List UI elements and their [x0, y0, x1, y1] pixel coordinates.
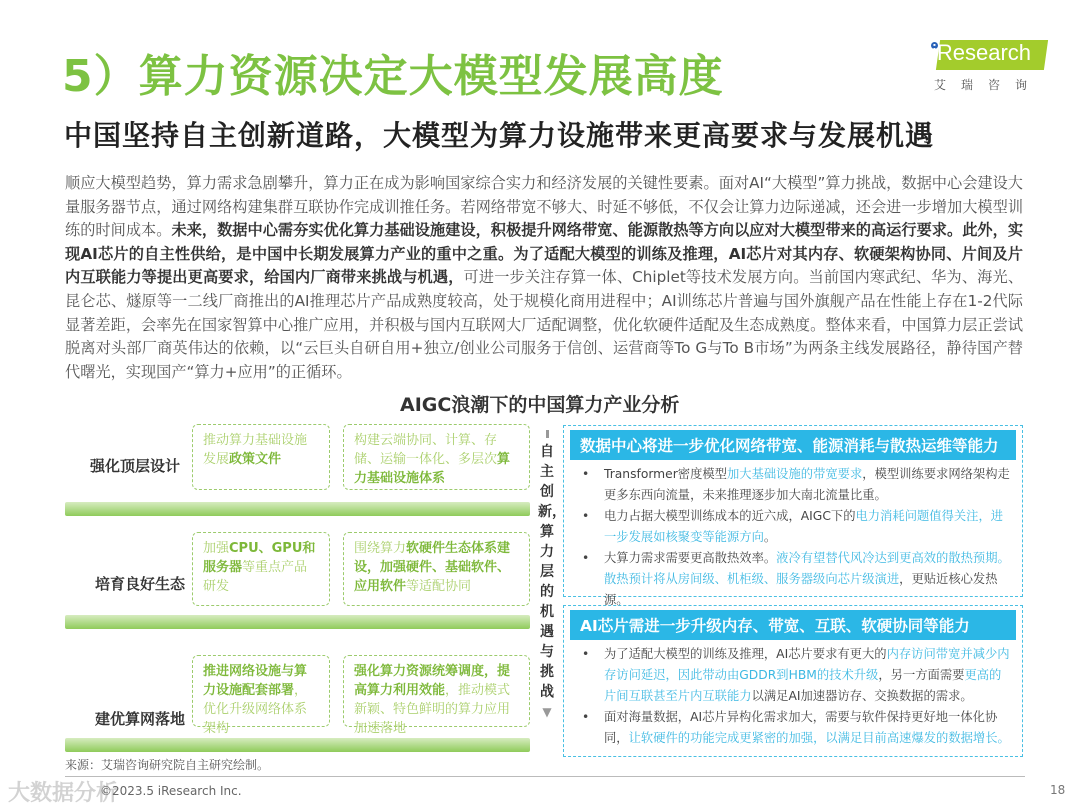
logo-word: iResearch [932, 40, 1032, 65]
highlight-text: 电力消耗问题值得关注，进一步发展如核聚变等能源方向 [604, 509, 1004, 544]
highlight-text: 软硬件生态体系建设，加强硬件、基础软件、应用软件 [354, 541, 511, 594]
text-run: 以满足AI加速器访存、交换数据的需求。 [751, 689, 973, 703]
arrow-down-icon: ▼ [542, 705, 552, 719]
highlight-text: 内存访问带宽并减少内存访问延迟，因此带动由GDDR到HBM的技术升级 [604, 647, 1010, 682]
text-run: 等重点产品研发 [203, 560, 308, 594]
vertical-label-text: 自主创新，算力层的机遇与挑战 [538, 444, 566, 700]
footer-divider [65, 776, 1025, 777]
layer-bar [65, 502, 530, 516]
row-box [192, 424, 330, 490]
bullet-item [578, 644, 1012, 707]
row-label: 建优算网落地 [95, 710, 186, 728]
panel-header: 数据中心将进一步优化网络带宽、能源消耗与散热运维等能力 [570, 430, 1016, 460]
text-run: ，模型训练要求网络架构走更多东西向流量，未来推理逐步加大南北流量比重。 [604, 467, 1010, 502]
page-number: 18 [1050, 783, 1066, 797]
highlight-text: 推进网络设施与算力设施配套部署 [203, 664, 308, 698]
highlight-text: 算力基础设施体系 [354, 452, 511, 486]
text-run: ，优化升级网络体系架构 [203, 683, 308, 736]
page-title: 5）算力资源决定大模型发展高度 [62, 51, 724, 102]
text-run: 推动算力基础设施发展 [203, 433, 308, 467]
text-run: ，更贴近核心发热源。 [604, 572, 998, 607]
layer-bar [65, 615, 530, 629]
text-run: 加强 [203, 541, 230, 556]
bullet-item [578, 548, 1012, 611]
bold-text-run: 未来，数据中心需夯实优化算力基础设施建设，积极提升网络带宽、能源散热等方向以应对大模型带来的高运行要求。此外，实现AI芯片的自主性供给，是中国中长期发展算力产业的重中之重。为了适配大模型的训练及推理，AI芯片对其内存、软硬架构协同、片间及片内互联能力等提出更高要求，给国内厂商带来挑战与机遇， [65, 221, 1024, 287]
vertical-label [538, 430, 566, 722]
text-run: Transformer密度模型 [604, 467, 727, 481]
row-box [192, 532, 330, 606]
highlight-text: 强化算力资源统筹调度，提高算力利用效能 [354, 664, 511, 698]
diagram-title: AIGC浪潮下的中国算力产业分析 [400, 394, 680, 416]
text-run: 构建云端协同、计算、存储、运输一体化、多层次 [354, 433, 498, 467]
highlight-text: 更高的片间互联甚至片内互联能力 [604, 668, 1002, 703]
text-run: 可进一步关注存算一体、Chiplet等技术发展方向。当前国内寒武纪、华为、海光、昆仑芯、燧原等一二线厂商推出的AI推理芯片产品成熟度较高，处于规模化商用进程中；AI训练芯片普遍与国外旗舰产品在性能上存在1-2代际显著差距，会率先在国家智算中心推广应用，并积极与国内互联网大厂适配调整，优化软硬件适配及生态成熟度。整体来看，中国算力层正尝试脱离对头部厂商英伟达的依赖，以“云巨头自研自用+独立/创业公司服务于信创、运营商等To G与To B市场”为两条主线发展路径，静待国产替代曙光，实现国产“算力+应用”的正循环。 [65, 268, 1024, 381]
highlight-text: 液冷有望替代风冷达到更高效的散热预期。散热预计将从房间级、机柜级、服务器级向芯片级演进 [604, 551, 1010, 586]
watermark: 大数据分析 [8, 781, 119, 806]
panel-ai-chip [563, 605, 1023, 757]
row-box [192, 655, 330, 736]
row-box [343, 532, 530, 606]
text-run: 顺应大模型趋势，算力需求急剧攀升，算力正在成为影响国家综合实力和经济发展的关键性要素。面对AI“大模型”算力挑战，数据中心会建设大量服务器节点，通过网络构建集群互联协作完成训推任务。若网络带宽不够大、时延不够低，不仅会让算力边际递减，还会进一步增加大模型训练的时间成本。 [65, 174, 1023, 240]
arrow-tail [546, 430, 549, 438]
bullet-item [578, 464, 1012, 506]
page-subtitle: 中国坚持自主创新道路，大模型为算力设施带来更高要求与发展机遇 [64, 119, 935, 152]
row-box [343, 655, 530, 736]
bullet-item [578, 707, 1012, 749]
row-box [343, 424, 530, 490]
row-label: 培育良好生态 [95, 575, 186, 593]
text-run: 等适配协同 [406, 579, 472, 594]
highlight-text: CPU、GPU和服务器 [203, 541, 316, 575]
highlight-text: 政策文件 [229, 452, 282, 467]
highlight-text: 加大基础设施的带宽要求 [726, 467, 863, 481]
text-run: 大算力需求需要更高散热效率。 [604, 551, 777, 565]
text-run: 电力占据大模型训练成本的近六成，AIGC下的 [604, 509, 856, 523]
bullet-item [578, 506, 1012, 548]
text-run: 。 [763, 530, 777, 544]
row-label: 强化顶层设计 [90, 457, 181, 475]
text-run: 为了适配大模型的训练及推理，AI芯片要求有更大的 [604, 647, 887, 661]
body-paragraph [65, 172, 1023, 384]
source-note: 来源：艾瑞咨询研究院自主研究绘制。 [65, 758, 270, 772]
highlight-text: 让软硬件的功能完成更紧密的加强，以满足目前高速爆发的数据增长。 [628, 731, 1010, 745]
text-run: 面对海量数据，AI芯片异构化需求加大，需要与软件保持更好地一体化协同， [604, 710, 998, 745]
panel-bullets [570, 460, 1016, 611]
text-run: 围绕算力 [354, 541, 407, 556]
text-run: ，另一方面需要 [878, 668, 965, 682]
layer-bar [65, 738, 530, 752]
copyright: ©2023.5 iResearch Inc. [100, 784, 242, 798]
panel-data-center [563, 425, 1023, 607]
logo-cn: 艾瑞咨询 [934, 78, 1043, 92]
panel-header: AI芯片需进一步升级内存、带宽、互联、软硬协同等能力 [570, 610, 1016, 640]
iresearch-logo [928, 36, 1048, 96]
panel-bullets [570, 640, 1016, 749]
text-run: ，推动模式新颖、特色鲜明的算力应用加速落地 [354, 683, 511, 736]
